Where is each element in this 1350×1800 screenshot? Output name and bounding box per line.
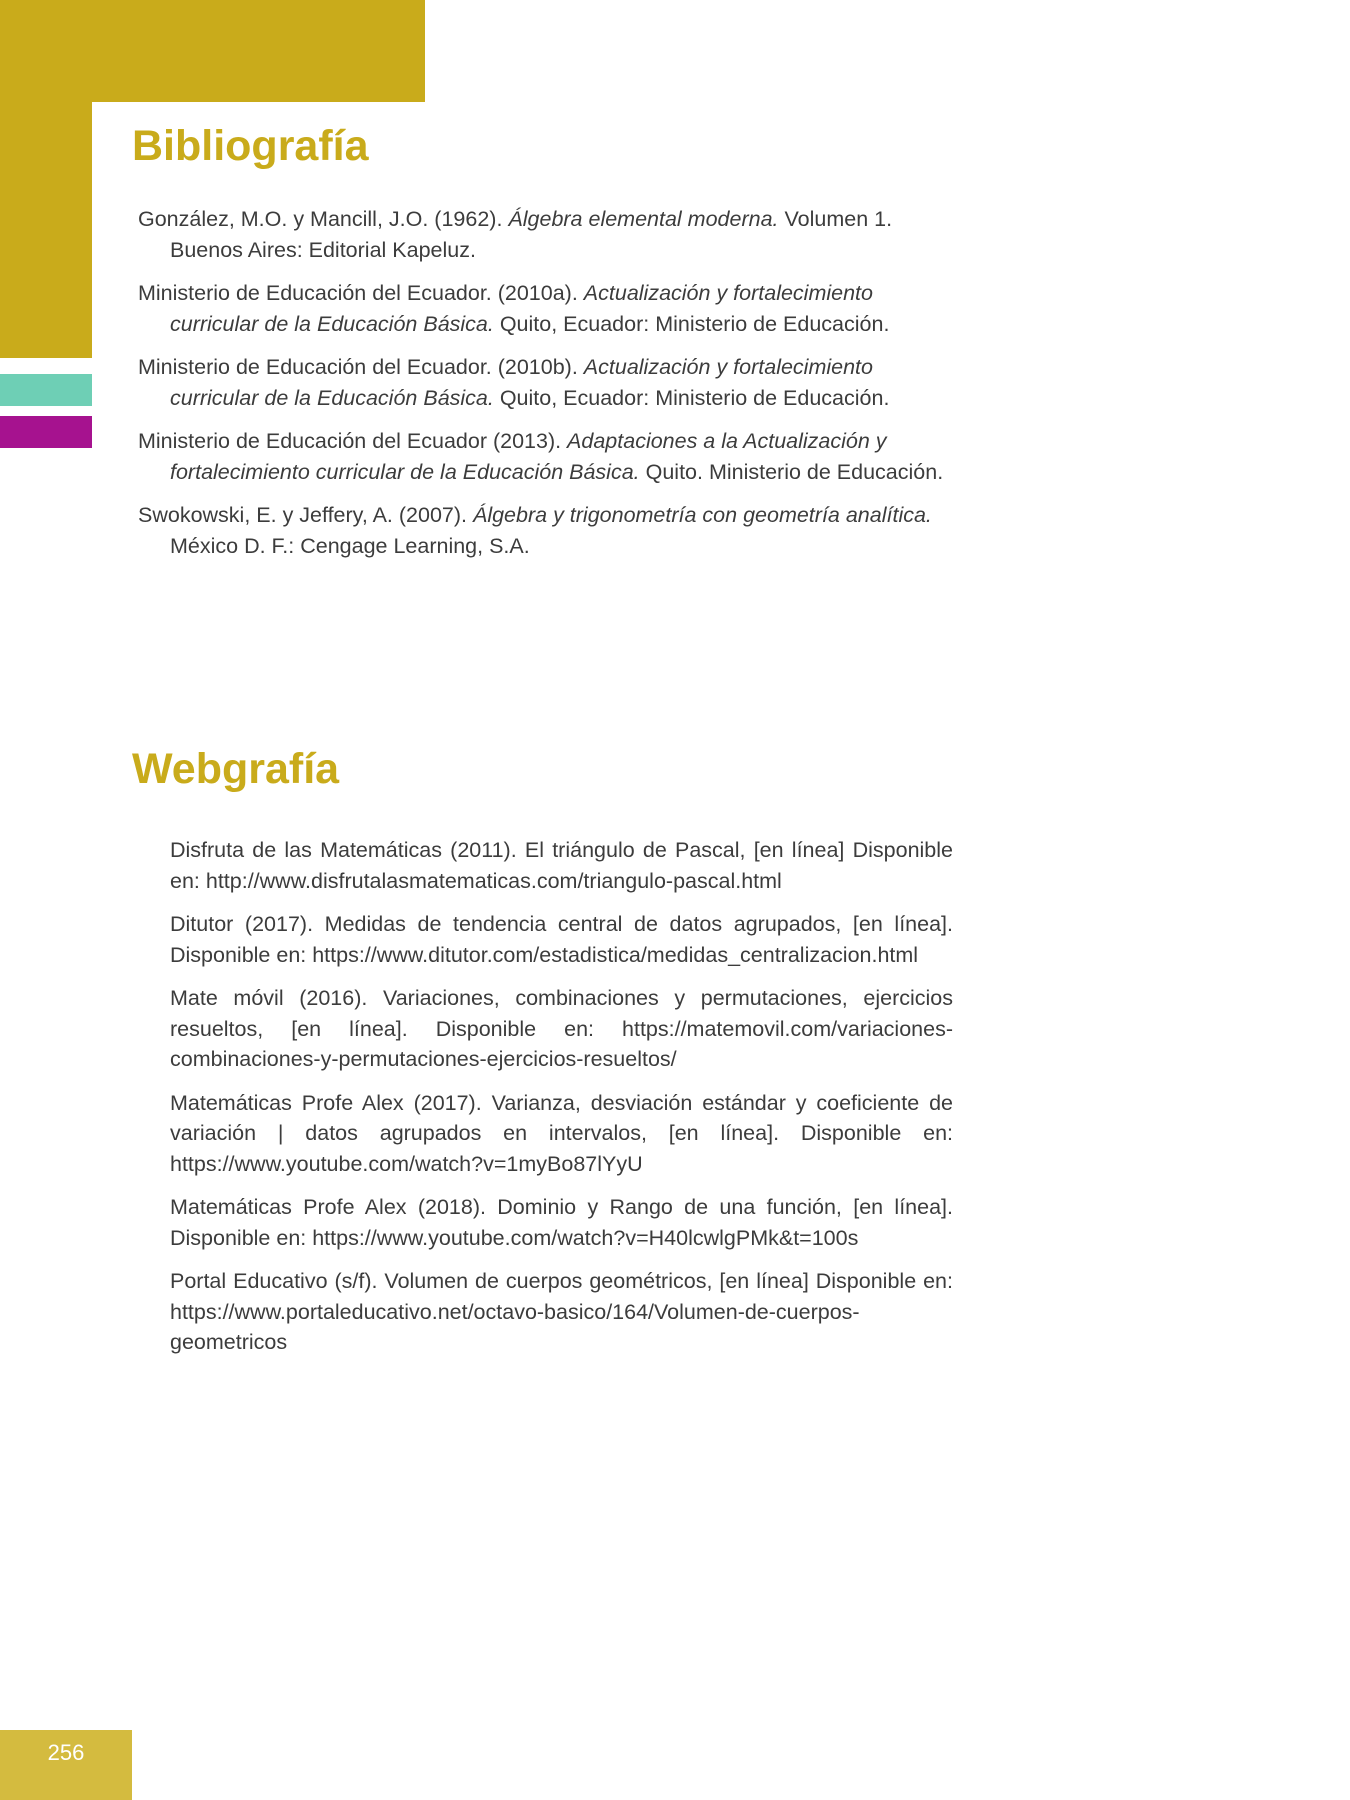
entry-title: Álgebra y trigonometría con geometría analítica. [472,503,932,527]
entry-publisher: Volumen 1. Buenos Aires: Editorial Kapeluz. [170,207,893,262]
page-number: 256 [47,1740,85,1765]
bibliografia-title: Bibliografía [132,122,369,170]
bibliography-entry [138,352,953,413]
bibliography-entry [138,204,953,265]
teal-stripe [0,374,92,406]
entry-publisher: Quito, Ecuador: Ministerio de Educación. [493,385,890,410]
bibliography-entry [138,278,953,339]
entry-author: Swokowski, E. y Jeffery, A. (2007). [138,503,473,527]
entry-publisher: México D. F.: Cengage Learning, S.A. [170,533,530,558]
web-reference: Matemáticas Profe Alex (2017). Varianza, desviación estándar y coeficiente de variación | datos agrupados en intervalos, [en línea]. Disponible en: https://www.youtube.com/watch?v=1myBo87lYyU [170,1090,953,1176]
entry-publisher: Quito. Ministerio de Educación. [639,459,944,484]
entry-title: Álgebra elemental moderna. [508,207,779,231]
entry-author: González, M.O. y Mancill, J.O. (1962). [138,207,509,231]
gold-side-band [0,0,92,358]
web-reference: Matemáticas Profe Alex (2018). Dominio y Rango de una función, [en línea]. Disponible en: https://www.youtube.com/watch?v=H40lcwlgPMk&t=100s [170,1195,953,1250]
web-reference: Portal Educativo (s/f). Volumen de cuerpos geométricos, [en línea] Disponible en: https://www.portaleducativo.net/octavo-basico/164/Volumen-de-cuerpos-geometricos [170,1269,953,1354]
entry-title: Adaptaciones a la Actualización y fortalecimiento curricular de la Educación Básica. [170,429,887,484]
web-reference: Disfruta de las Matemáticas (2011). El triángulo de Pascal, [en línea] Disponible en: http://www.disfrutalasmatematicas.com/triangulo-pascal.html [170,838,953,893]
magenta-stripe [0,416,92,448]
entry-title: Actualización y fortalecimiento curricular de la Educación Básica. [170,281,873,336]
webgrafia-list [138,835,953,1371]
bibliografia-list [138,204,953,574]
web-reference: Ditutor (2017). Medidas de tendencia central de datos agrupados, [en línea]. Disponible en: https://www.ditutor.com/estadistica/medidas_centralizacion.html [170,912,953,967]
entry-author: Ministerio de Educación del Ecuador. (2010b). [138,355,584,379]
webgrafia-title: Webgrafía [132,745,340,793]
entry-author: Ministerio de Educación del Ecuador (2013). [138,429,568,453]
entry-author: Ministerio de Educación del Ecuador. (2010a). [138,281,584,305]
entry-publisher: Quito, Ecuador: Ministerio de Educación. [493,311,890,336]
bibliography-entry [138,426,953,487]
web-reference: Mate móvil (2016). Variaciones, combinaciones y permutaciones, ejercicios resueltos, [en línea]. Disponible en: https://matemovil.com/variaciones-combinaciones-y-permutaciones-ejercicios-resueltos/ [170,986,953,1071]
entry-title: Actualización y fortalecimiento curricular de la Educación Básica. [170,355,873,410]
bibliography-entry [138,500,953,561]
